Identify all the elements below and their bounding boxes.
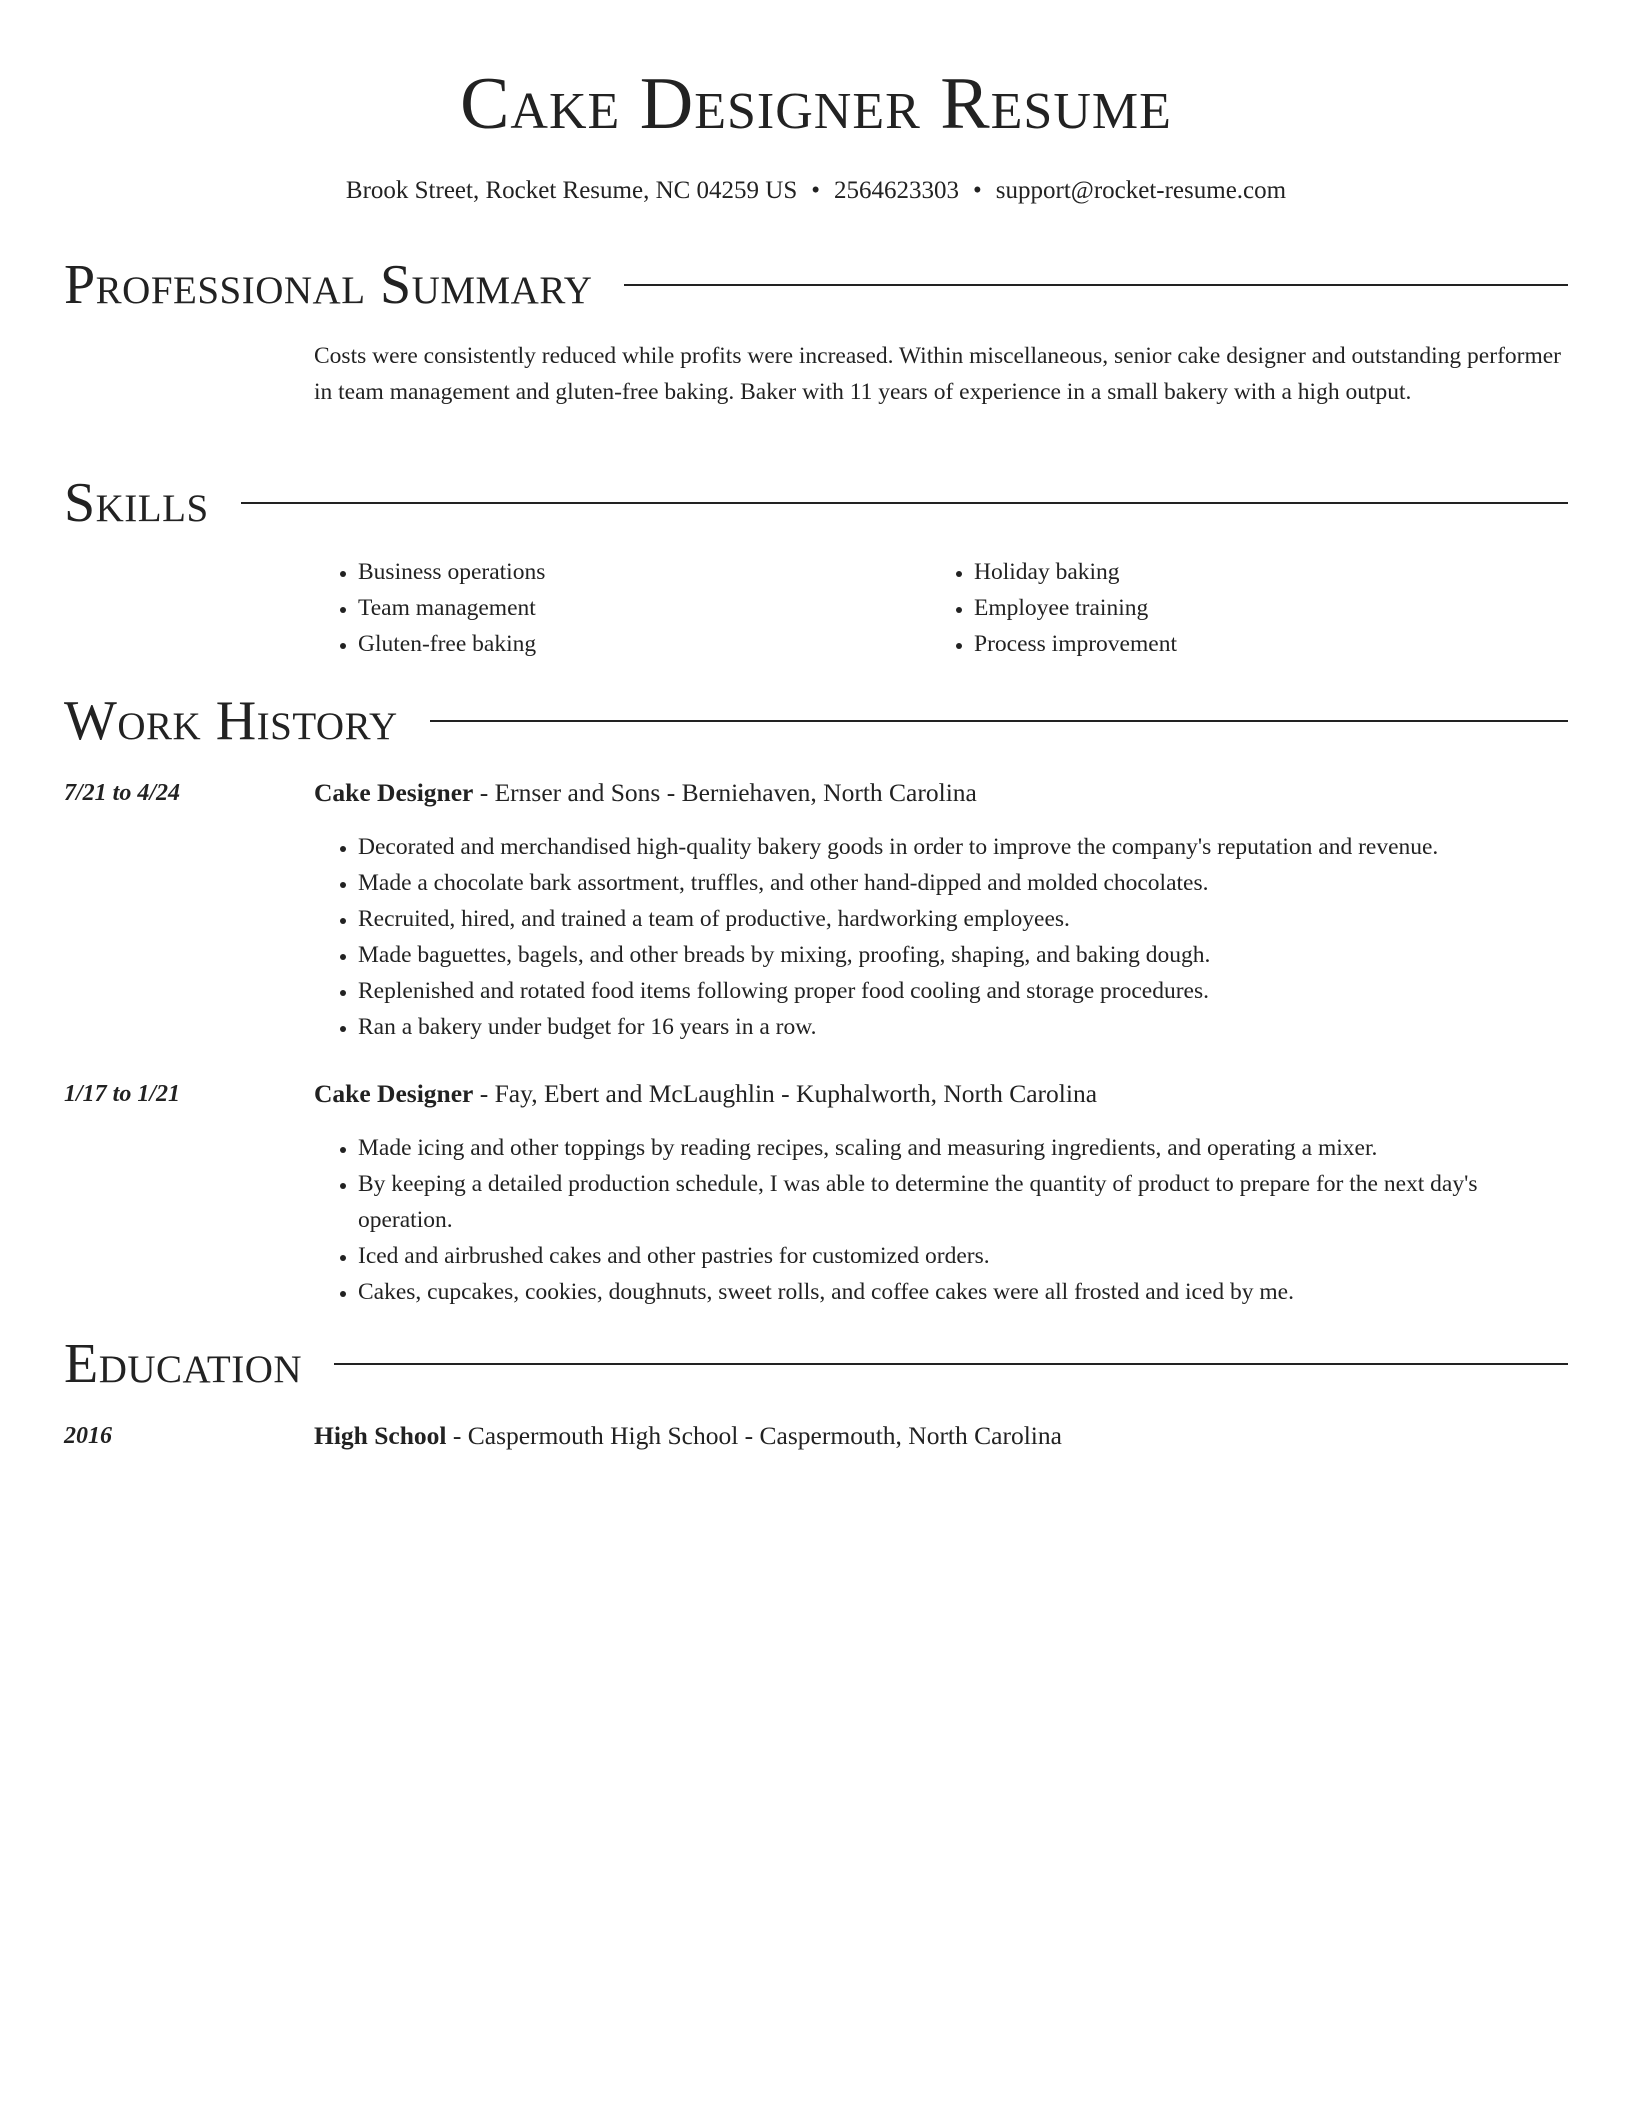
job-heading xyxy=(314,775,977,811)
skills-list-left xyxy=(314,554,545,662)
job-bullet: • Made baguettes, bagels, and other breads by mixing, proofing, shaping, and baking dough. xyxy=(358,937,1568,973)
job-bullets xyxy=(314,1130,1568,1310)
skill-item: • Employee training xyxy=(974,590,1177,626)
job-bullet: • Iced and airbrushed cakes and other pastries for customized orders. xyxy=(358,1238,1568,1274)
job-bullet: • By keeping a detailed production schedule, I was able to determine the quantity of product to prepare for the next day's operation. xyxy=(358,1166,1568,1238)
section-title-education: Education xyxy=(64,1333,303,1395)
job-bullet: • Recruited, hired, and trained a team of productive, hardworking employees. xyxy=(358,901,1568,937)
contact-separator: • xyxy=(973,177,982,204)
contact-separator: • xyxy=(811,177,821,204)
job-bullets xyxy=(314,829,1568,1045)
section-divider xyxy=(624,284,1568,286)
section-divider xyxy=(334,1363,1568,1365)
job-dates: 1/17 to 1/21 xyxy=(64,1081,181,1107)
job-title: Cake Designer xyxy=(314,778,474,807)
job-bullet: • Replenished and rotated food items following proper food cooling and storage procedures. xyxy=(358,973,1568,1009)
job-details: - Ernser and Sons - Berniehaven, North Carolina xyxy=(473,778,977,807)
education-degree: High School xyxy=(314,1421,447,1450)
section-header-work-history xyxy=(64,689,1568,753)
section-divider xyxy=(430,720,1568,722)
education-heading xyxy=(314,1418,1062,1454)
section-title-summary: Professional Summary xyxy=(64,254,593,316)
contact-line xyxy=(0,174,1632,208)
education-details: - Caspermouth High School - Caspermouth, North Carolina xyxy=(446,1421,1062,1450)
skill-item: • Gluten-free baking xyxy=(358,626,545,662)
job-bullet: • Made icing and other toppings by reading recipes, scaling and measuring ingredients, and operating a mixer. xyxy=(358,1130,1568,1166)
section-title-skills: Skills xyxy=(64,472,209,534)
contact-address: Brook Street, Rocket Resume, NC 04259 US xyxy=(345,177,798,204)
section-title-work-history: Work History xyxy=(64,690,398,752)
job-bullet: • Ran a bakery under budget for 16 years in a row. xyxy=(358,1009,1568,1045)
skill-item: • Holiday baking xyxy=(974,554,1177,590)
page-title: Cake Designer Resume xyxy=(460,63,1172,145)
skill-item: • Business operations xyxy=(358,554,545,590)
job-bullet: • Cakes, cupcakes, cookies, doughnuts, sweet rolls, and coffee cakes were all frosted and iced by me. xyxy=(358,1274,1568,1310)
summary-text: Costs were consistently reduced while profits were increased. Within miscellaneous, senior cake designer and outstanding performer in team management and gluten-free baking. Baker with 11 years of experience in a small bakery with a high output. xyxy=(314,343,1562,405)
section-header-education xyxy=(64,1332,1568,1396)
section-header-summary xyxy=(64,253,1568,317)
job-bullet: • Made a chocolate bark assortment, truffles, and other hand-dipped and molded chocolates. xyxy=(358,865,1568,901)
job-dates: 7/21 to 4/24 xyxy=(64,780,181,806)
job-details: - Fay, Ebert and McLaughlin - Kuphalworth, North Carolina xyxy=(473,1079,1098,1108)
skill-item: • Process improvement xyxy=(974,626,1177,662)
skill-item: • Team management xyxy=(358,590,545,626)
contact-phone: 2564623303 xyxy=(834,177,960,204)
job-bullet: • Decorated and merchandised high-quality bakery goods in order to improve the company's reputation and revenue. xyxy=(358,829,1568,865)
contact-email: support@rocket-resume.com xyxy=(995,177,1287,204)
education-year: 2016 xyxy=(64,1423,112,1449)
job-title: Cake Designer xyxy=(314,1079,474,1108)
job-heading xyxy=(314,1076,1097,1112)
skills-list-right xyxy=(930,554,1177,662)
section-divider xyxy=(241,502,1568,504)
section-header-skills xyxy=(64,471,1568,535)
